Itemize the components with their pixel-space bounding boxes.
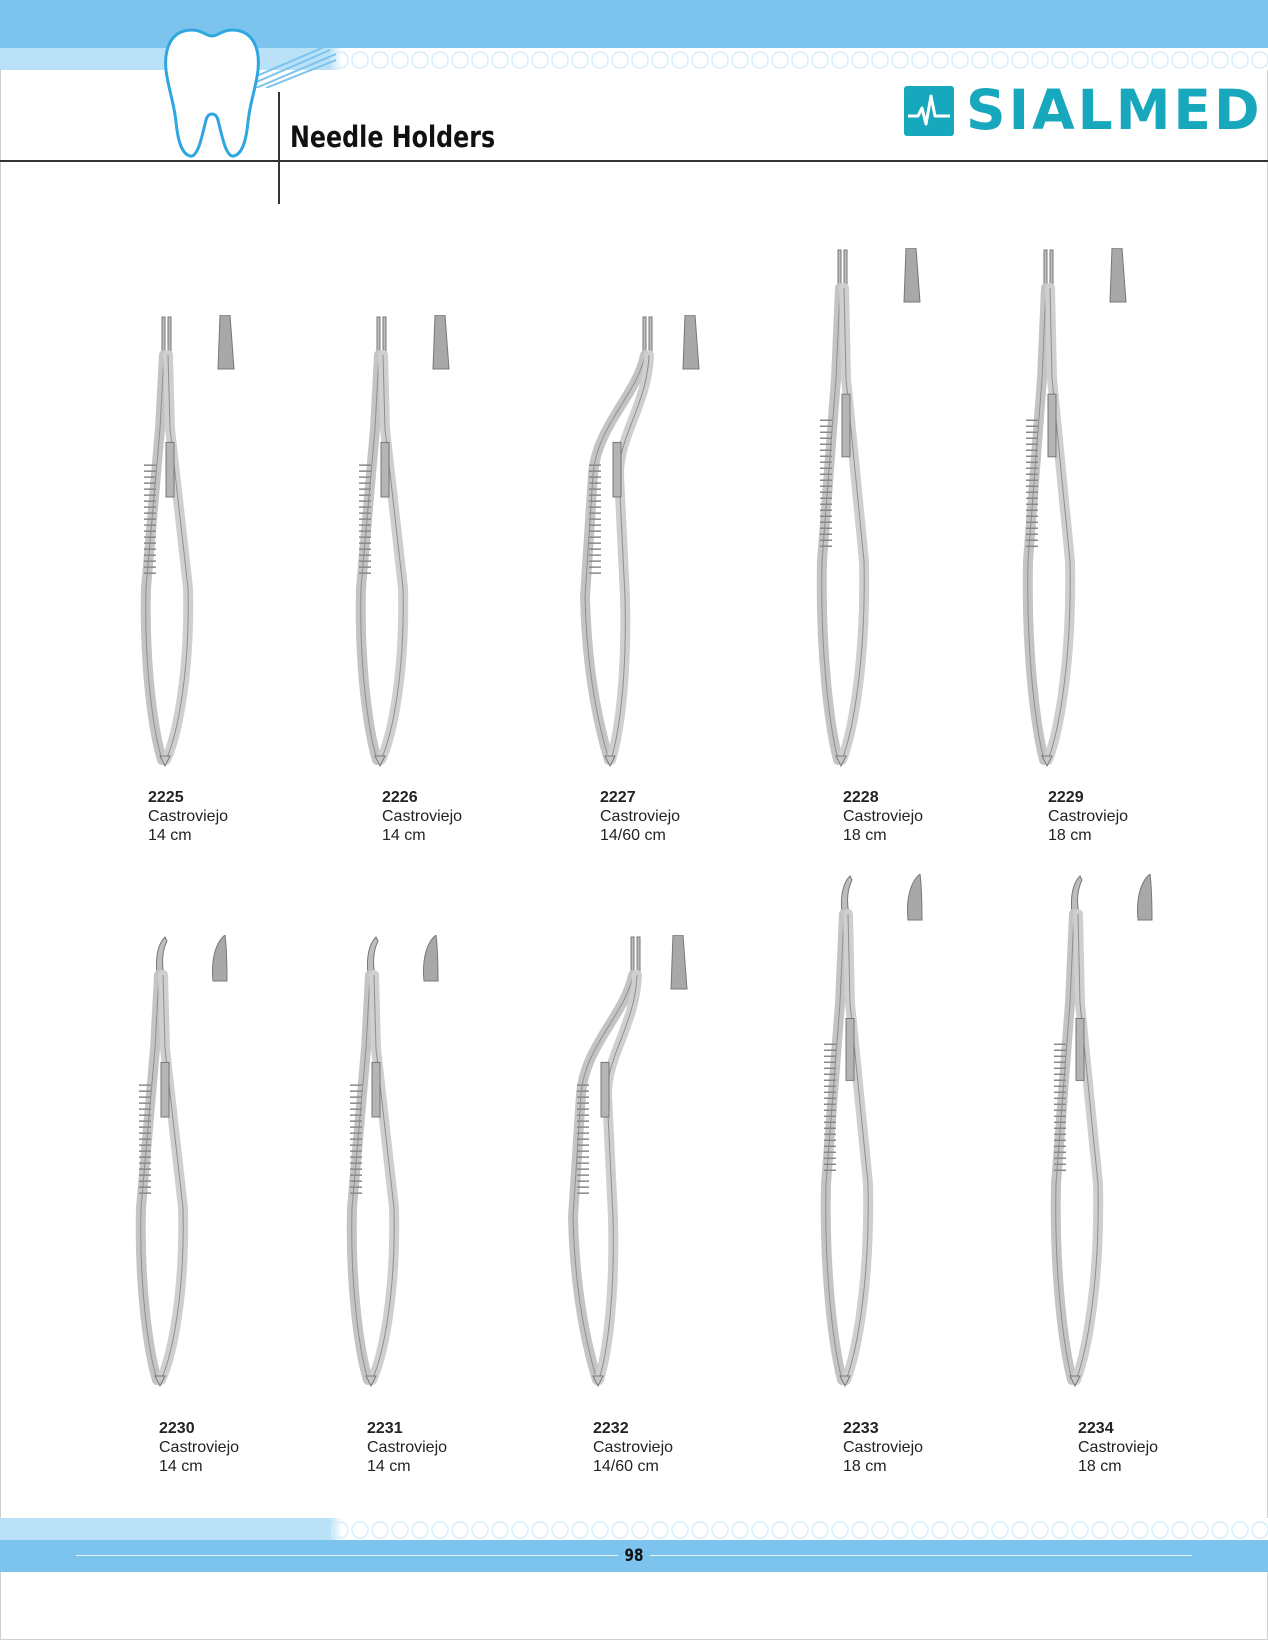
product-caption bbox=[382, 788, 462, 845]
product-caption bbox=[843, 1419, 923, 1476]
product-caption bbox=[600, 788, 680, 845]
product-size: 14/60 cm bbox=[600, 827, 666, 844]
needle-holder-illustration bbox=[336, 935, 456, 1390]
product-name: Castroviejo bbox=[1048, 808, 1129, 825]
product-name: Castroviejo bbox=[843, 808, 924, 825]
product-name: Castroviejo bbox=[843, 1439, 924, 1456]
product-size: 14 cm bbox=[159, 1458, 203, 1475]
header-ring-pattern bbox=[330, 50, 1268, 70]
tooth-icon bbox=[162, 26, 262, 160]
product-item bbox=[575, 315, 715, 770]
header-rule bbox=[0, 160, 1268, 162]
product-caption bbox=[148, 788, 228, 845]
product-code: 2226 bbox=[382, 789, 418, 806]
product-size: 18 cm bbox=[1048, 827, 1092, 844]
product-caption bbox=[1078, 1419, 1158, 1476]
product-item bbox=[336, 935, 456, 1390]
product-name: Castroviejo bbox=[382, 808, 463, 825]
needle-holder-illustration bbox=[130, 315, 250, 770]
product-item bbox=[125, 935, 245, 1390]
product-caption bbox=[593, 1419, 673, 1476]
product-code: 2231 bbox=[367, 1420, 403, 1437]
needle-holder-illustration bbox=[125, 935, 245, 1390]
page-number: 98 bbox=[618, 1542, 650, 1570]
product-name: Castroviejo bbox=[1078, 1439, 1159, 1456]
product-code: 2225 bbox=[148, 789, 184, 806]
footer-ring-pattern bbox=[330, 1520, 1268, 1540]
product-code: 2227 bbox=[600, 789, 636, 806]
product-item bbox=[810, 874, 940, 1390]
needle-holder-illustration bbox=[575, 315, 715, 770]
needle-holder-illustration bbox=[345, 315, 465, 770]
product-item bbox=[1040, 874, 1170, 1390]
product-name: Castroviejo bbox=[593, 1439, 674, 1456]
product-item bbox=[806, 248, 936, 770]
needle-holder-illustration bbox=[810, 874, 940, 1390]
product-code: 2234 bbox=[1078, 1420, 1114, 1437]
needle-holder-illustration bbox=[563, 935, 703, 1390]
product-code: 2230 bbox=[159, 1420, 195, 1437]
product-name: Castroviejo bbox=[600, 808, 681, 825]
ecg-logo-icon bbox=[904, 86, 954, 136]
needle-holder-illustration bbox=[806, 248, 936, 770]
product-caption bbox=[843, 788, 923, 845]
product-size: 14 cm bbox=[367, 1458, 411, 1475]
product-size: 18 cm bbox=[843, 827, 887, 844]
product-item bbox=[563, 935, 703, 1390]
page-title: Needle Holders bbox=[290, 120, 496, 154]
product-size: 18 cm bbox=[1078, 1458, 1122, 1475]
product-code: 2233 bbox=[843, 1420, 879, 1437]
product-size: 14/60 cm bbox=[593, 1458, 659, 1475]
needle-holder-illustration bbox=[1012, 248, 1142, 770]
product-name: Castroviejo bbox=[367, 1439, 448, 1456]
product-item bbox=[345, 315, 465, 770]
header-vertical-rule bbox=[278, 92, 280, 204]
product-code: 2229 bbox=[1048, 789, 1084, 806]
product-size: 18 cm bbox=[843, 1458, 887, 1475]
product-size: 14 cm bbox=[382, 827, 426, 844]
product-caption bbox=[159, 1419, 239, 1476]
product-item bbox=[130, 315, 250, 770]
product-caption bbox=[1048, 788, 1128, 845]
product-name: Castroviejo bbox=[148, 808, 229, 825]
product-code: 2232 bbox=[593, 1420, 629, 1437]
product-name: Castroviejo bbox=[159, 1439, 240, 1456]
brand-name: SIALMED bbox=[966, 78, 1263, 142]
product-caption bbox=[367, 1419, 447, 1476]
needle-holder-illustration bbox=[1040, 874, 1170, 1390]
product-code: 2228 bbox=[843, 789, 879, 806]
product-size: 14 cm bbox=[148, 827, 192, 844]
product-item bbox=[1012, 248, 1142, 770]
header-stripes-decoration bbox=[252, 48, 336, 88]
